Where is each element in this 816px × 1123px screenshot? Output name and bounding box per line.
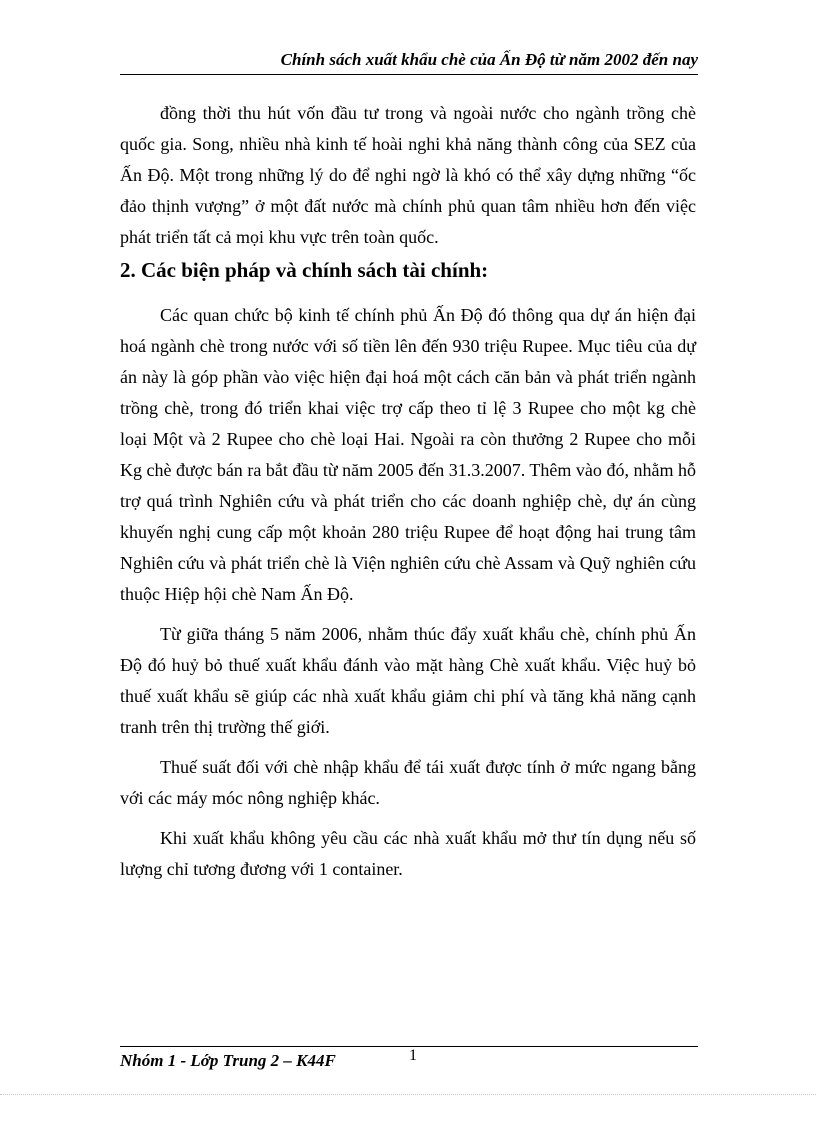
paragraph-export-tax-removal: Từ giữa tháng 5 năm 2006, nhằm thúc đẩy xuất khẩu chè, chính phủ Ấn Độ đó huỷ bỏ thuế xuất khẩu đánh vào mặt hàng Chè xuất khẩu. Việc huỷ bỏ thuế xuất khẩu sẽ giúp các nhà xuất khẩu giảm chi phí và tăng khả năng cạnh tranh trên thị trường thế giới.	[120, 624, 696, 737]
paragraph-continuation: đồng thời thu hút vốn đầu tư trong và ngoài nước cho ngành trồng chè quốc gia. Song, nhiều nhà kinh tế hoài nghi khả năng thành công của SEZ của Ấn Độ. Một trong những lý do để nghi ngờ là khó có thể xây dựng những “ốc đảo thịnh vượng” ở một đất nước mà chính phủ quan tâm nhiều hơn đến việc phát triển tất cả mọi khu vực trên toàn quốc.	[120, 103, 696, 247]
page-header-title: Chính sách xuất khẩu chè của Ấn Độ từ năm 2002 đến nay	[280, 50, 698, 69]
paragraph-letter-of-credit: Khi xuất khẩu không yêu cầu các nhà xuất khẩu mở thư tín dụng nếu số lượng chỉ tương đương với 1 container.	[120, 828, 696, 879]
header-divider	[120, 74, 698, 75]
page-bottom-dotted-line	[0, 1094, 816, 1095]
section-heading: 2. Các biện pháp và chính sách tài chính:	[120, 258, 489, 282]
footer-group-label: Nhóm 1 - Lớp Trung 2 – K44F	[120, 1051, 336, 1070]
paragraph-financial-measures: Các quan chức bộ kinh tế chính phủ Ấn Độ đó thông qua dự án hiện đại hoá ngành chè trong nước với số tiền lên đến 930 triệu Rupee. Mục tiêu của dự án này là góp phần vào việc hiện đại hoá một cách căn bản và phát triển ngành trồng chè, trong đó triển khai việc trợ cấp theo tỉ lệ 3 Rupee cho một kg chè loại Một và 2 Rupee cho chè loại Hai. Ngoài ra còn thưởng 2 Rupee cho mỗi Kg chè được bán ra bắt đầu từ năm 2005 đến 31.3.2007. Thêm vào đó, nhằm hỗ trợ quá trình Nghiên cứu và phát triển cho các doanh nghiệp chè, dự án cùng khuyến nghị cung cấp một khoản 280 triệu Rupee để hoạt động hai trung tâm Nghiên cứu và phát triển chè là Viện nghiên cứu chè Assam và Quỹ nghiên cứu thuộc Hiệp hội chè Nam Ấn Độ.	[120, 305, 696, 604]
page-number: 1	[409, 1047, 417, 1064]
document-body	[120, 98, 696, 885]
paragraph-import-tax: Thuế suất đối với chè nhập khẩu để tái xuất được tính ở mức ngang bằng với các máy móc nông nghiệp khác.	[120, 757, 696, 808]
